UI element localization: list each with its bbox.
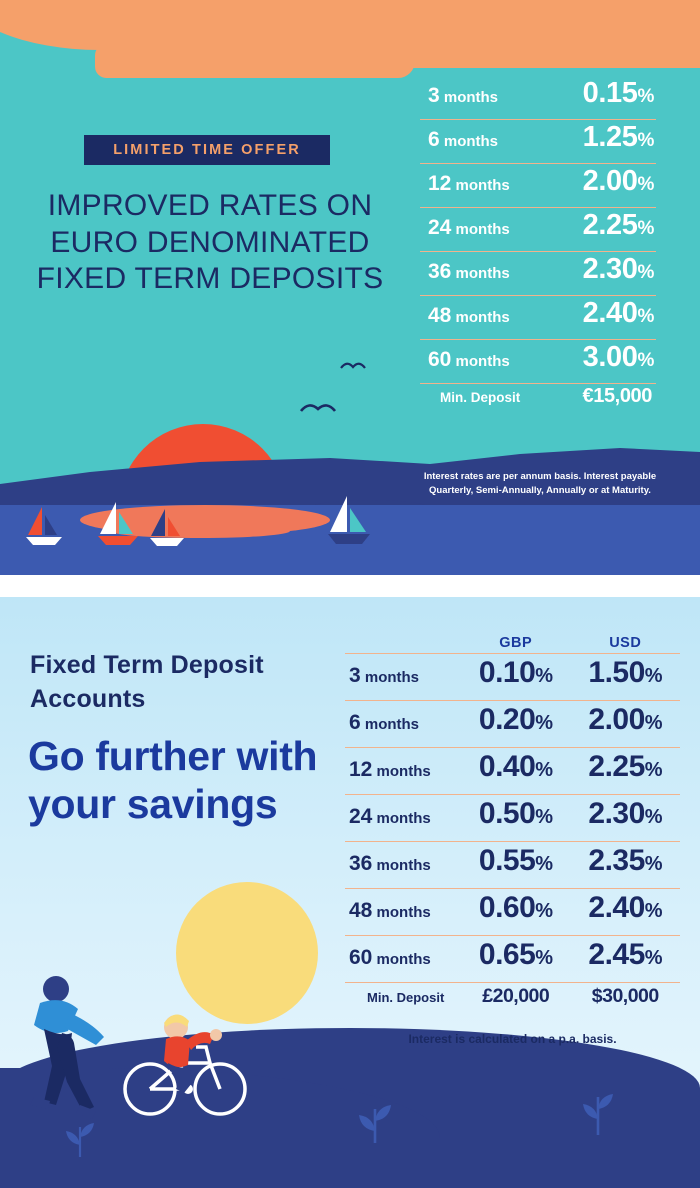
rate-value: 2.40% xyxy=(582,297,654,329)
usd-rate-value: 2.40% xyxy=(588,891,663,924)
term-label: 60 months xyxy=(349,946,431,969)
term-label: 12 months xyxy=(428,172,510,195)
table-row xyxy=(345,935,680,982)
usd-rate-value: 2.45% xyxy=(588,938,663,971)
term-label: 6 months xyxy=(349,711,420,734)
gbp-rate-value: 0.20% xyxy=(478,703,553,736)
rate-value: 2.30% xyxy=(582,253,654,285)
gbp-column-header: GBP xyxy=(499,635,533,651)
min-deposit-gbp-value: £20,000 xyxy=(482,985,550,1007)
badge-label: LIMITED TIME OFFER xyxy=(113,142,301,158)
sailboat-icon xyxy=(148,508,186,552)
rate-value: 0.15% xyxy=(582,77,654,109)
sailboat-icon xyxy=(96,500,140,552)
plant-icon xyxy=(576,1087,620,1137)
table-row xyxy=(345,653,680,700)
usd-rate-value: 2.35% xyxy=(588,844,663,877)
gbp-rate-value: 0.60% xyxy=(478,891,553,924)
term-label: 3 months xyxy=(428,84,499,107)
min-deposit-row xyxy=(345,982,680,1018)
usd-rate-value: 2.25% xyxy=(588,750,663,783)
gbp-rate-value: 0.65% xyxy=(478,938,553,971)
euro-headline: IMPROVED RATES ON EURO DENOMINATED FIXED TERM DEPOSITS xyxy=(36,189,384,296)
gbp-usd-panel xyxy=(0,597,700,1188)
euro-offer-panel xyxy=(0,0,700,575)
rate-value: 2.00% xyxy=(582,165,654,197)
table-row xyxy=(345,888,680,935)
family-bicycle-illustration xyxy=(10,969,260,1129)
sailboat-icon xyxy=(24,505,64,551)
euro-disclaimer-note: Interest rates are per annum basis. Interest payable Quarterly, Semi-Annually, Annually or at Maturity. xyxy=(423,471,657,497)
cloud-shape-icon xyxy=(355,30,700,68)
table-row xyxy=(420,120,656,164)
usd-rate-value: 2.30% xyxy=(588,797,663,830)
min-deposit-label: Min. Deposit xyxy=(440,390,521,405)
panel-title: Fixed Term Deposit Accounts xyxy=(30,651,264,713)
table-row xyxy=(420,296,656,340)
term-label: 60 months xyxy=(428,348,510,371)
min-deposit-usd-value: $30,000 xyxy=(591,985,659,1007)
min-deposit-row xyxy=(420,384,656,420)
table-row xyxy=(420,208,656,252)
sailboat-icon xyxy=(326,494,372,552)
table-row xyxy=(420,252,656,296)
gbp-rate-value: 0.50% xyxy=(478,797,553,830)
term-label: 12 months xyxy=(349,758,431,781)
term-label: 48 months xyxy=(349,899,431,922)
term-label: 6 months xyxy=(428,128,499,151)
min-deposit-value: €15,000 xyxy=(582,385,652,407)
table-row xyxy=(420,340,656,384)
bird-icon xyxy=(300,400,336,416)
table-row xyxy=(420,76,656,120)
table-header-row xyxy=(345,625,680,653)
bird-icon xyxy=(340,360,366,372)
euro-rate-table xyxy=(420,76,656,420)
term-label: 48 months xyxy=(428,304,510,327)
rate-value: 1.25% xyxy=(582,121,654,153)
gbp-usd-disclaimer-note: Interest is calculated on a p.a. basis. xyxy=(408,1032,617,1046)
gbp-rate-value: 0.40% xyxy=(478,750,553,783)
limited-time-offer-badge xyxy=(84,135,330,165)
gbp-rate-value: 0.55% xyxy=(478,844,553,877)
term-label: 36 months xyxy=(428,260,510,283)
rate-value: 2.25% xyxy=(582,209,654,241)
panel-headline: Go further with your savings xyxy=(28,733,318,828)
table-row xyxy=(345,747,680,794)
usd-rate-value: 1.50% xyxy=(588,656,663,689)
table-row xyxy=(420,164,656,208)
gbp-usd-rate-table xyxy=(345,625,680,1018)
usd-rate-value: 2.00% xyxy=(588,703,663,736)
term-label: 24 months xyxy=(349,805,431,828)
rate-value: 3.00% xyxy=(582,341,654,373)
table-row xyxy=(345,794,680,841)
plant-icon xyxy=(352,1097,398,1145)
table-row xyxy=(345,700,680,747)
term-label: 24 months xyxy=(428,216,510,239)
term-label: 36 months xyxy=(349,852,431,875)
gbp-rate-value: 0.10% xyxy=(478,656,553,689)
min-deposit-label: Min. Deposit xyxy=(367,990,445,1005)
term-label: 3 months xyxy=(349,664,420,687)
panel-divider xyxy=(0,575,700,597)
table-row xyxy=(345,841,680,888)
plant-icon xyxy=(60,1117,100,1159)
usd-column-header: USD xyxy=(609,635,642,651)
